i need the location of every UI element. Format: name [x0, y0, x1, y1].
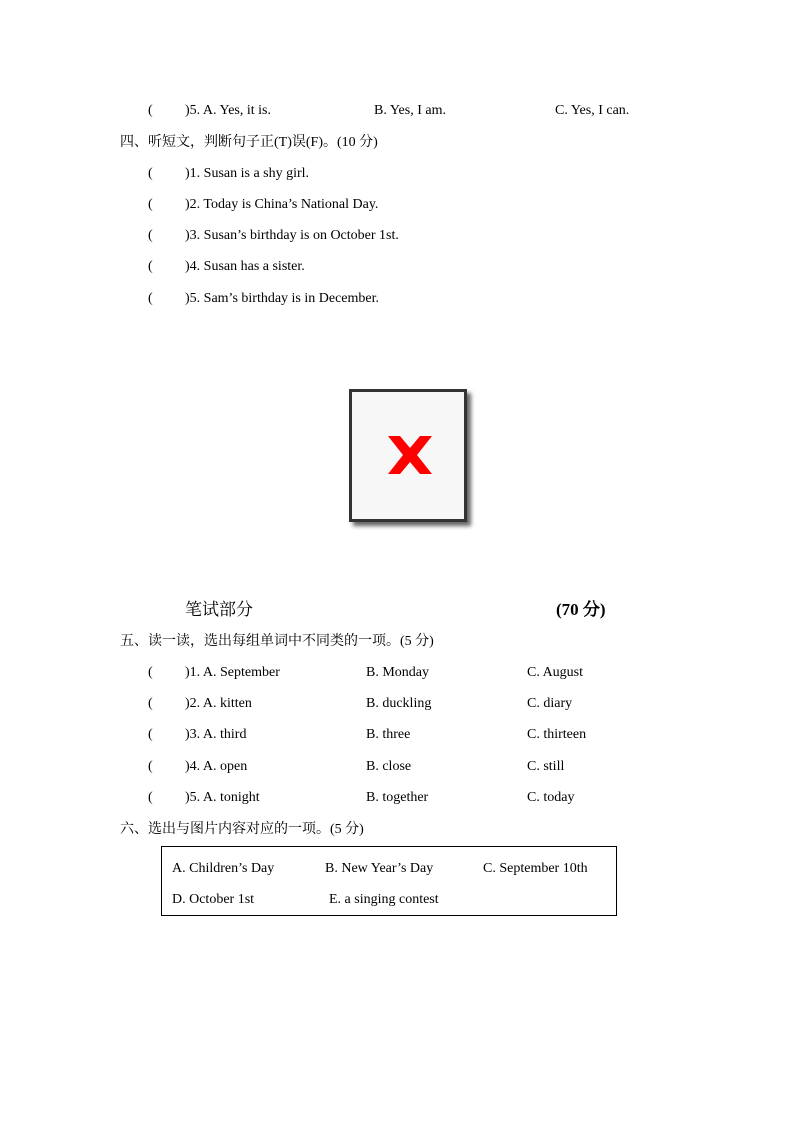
answer-paren: ( [148, 665, 153, 680]
answer-paren: ( [148, 696, 153, 711]
option-c: C. August [527, 665, 584, 680]
options-box [161, 846, 617, 916]
option-b: B. together [366, 790, 429, 805]
red-x-icon [384, 432, 436, 478]
option-a: )5. A. tonight [185, 790, 260, 805]
option-d: D. October 1st [172, 892, 255, 907]
answer-paren: ( [148, 103, 153, 118]
statement-text: )1. Susan is a shy girl. [185, 166, 310, 181]
answer-paren: ( [148, 291, 153, 306]
answer-paren: ( [148, 197, 153, 212]
option-c: C. thirteen [527, 727, 587, 742]
option-c: C. September 10th [483, 861, 588, 876]
statement-text: )3. Susan’s birthday is on October 1st. [185, 228, 399, 243]
answer-paren: ( [148, 166, 153, 181]
answer-paren: ( [148, 790, 153, 805]
part4-heading: 四、听短文，判断句子正(T)误(F)。(10 分) [120, 135, 378, 150]
answer-paren: ( [148, 727, 153, 742]
option-c: C. diary [527, 696, 573, 711]
option-a: )5. A. Yes, it is. [185, 103, 271, 118]
written-section-score: (70 分) [556, 600, 606, 619]
option-a: )4. A. open [185, 759, 248, 774]
answer-paren: ( [148, 259, 153, 274]
option-b: B. Monday [366, 665, 429, 680]
option-b: B. duckling [366, 696, 432, 711]
option-a: )2. A. kitten [185, 696, 252, 711]
option-a: )3. A. third [185, 727, 247, 742]
option-a: A. Children’s Day [172, 861, 275, 876]
answer-paren: ( [148, 759, 153, 774]
part5-heading: 五、读一读，选出每组单词中不同类的一项。(5 分) [120, 634, 434, 649]
answer-paren: ( [148, 228, 153, 243]
broken-image-icon [349, 389, 467, 522]
part6-heading: 六、选出与图片内容对应的一项。(5 分) [120, 822, 364, 837]
option-c: C. today [527, 790, 575, 805]
option-e: E. a singing contest [329, 892, 439, 907]
option-c: C. Yes, I can. [555, 103, 630, 118]
option-b: B. New Year’s Day [325, 861, 434, 876]
option-b: B. three [366, 727, 411, 742]
statement-text: )2. Today is China’s National Day. [185, 197, 379, 212]
written-section-title: 笔试部分 [185, 600, 253, 619]
option-b: B. close [366, 759, 412, 774]
statement-text: )4. Susan has a sister. [185, 259, 305, 274]
option-a: )1. A. September [185, 665, 280, 680]
option-b: B. Yes, I am. [374, 103, 446, 118]
option-c: C. still [527, 759, 565, 774]
statement-text: )5. Sam’s birthday is in December. [185, 291, 380, 306]
